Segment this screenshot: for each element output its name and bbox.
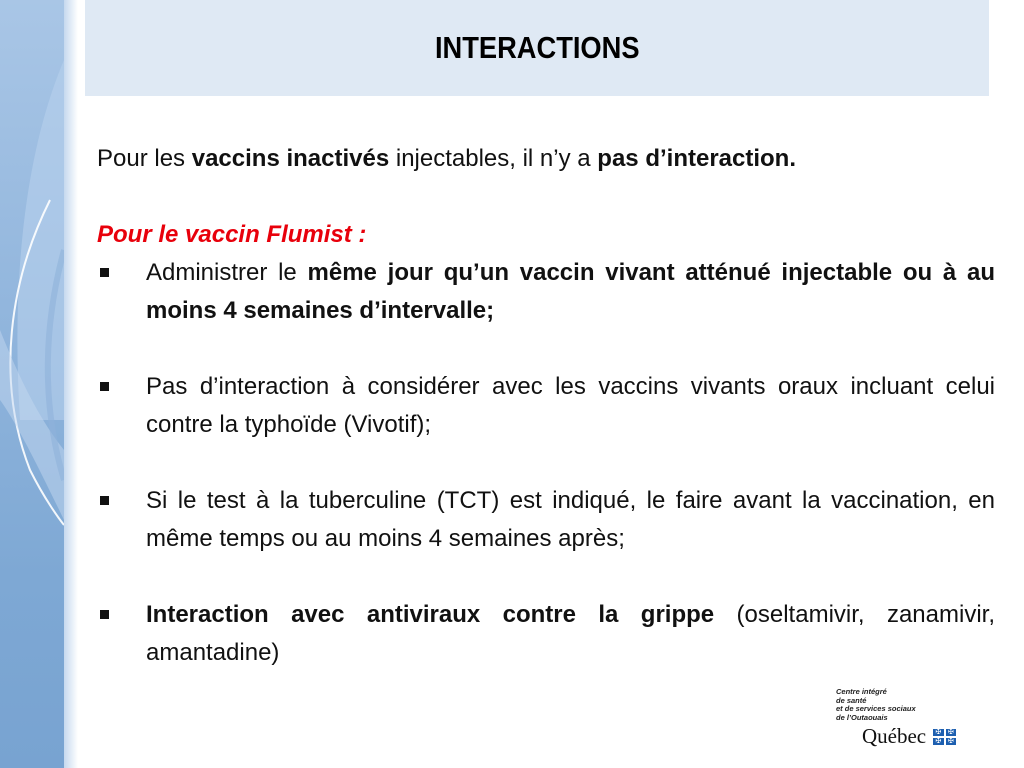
logo-line: Centre intégré xyxy=(836,687,887,696)
logo-line: de l’Outaouais xyxy=(836,712,888,722)
title-bar xyxy=(85,0,989,96)
bullet-text: Administrer le xyxy=(146,259,308,286)
list-item xyxy=(97,254,995,330)
bullet-bold-text: même jour qu’un vaccin vivant atténué injectable ou à au moins 4 semaines d’intervalle; xyxy=(146,259,996,324)
bullet-text: Si le test à la tuberculine (TCT) est indiqué, le faire avant la vaccination, en même temps ou au moins 4 semaines après; xyxy=(146,487,995,552)
fleur-de-lis-icon: ✠ xyxy=(946,729,957,736)
swoosh-decoration-icon xyxy=(0,0,64,768)
square-bullet-icon xyxy=(100,382,109,391)
decorative-side-band xyxy=(0,0,64,768)
square-bullet-icon xyxy=(100,268,109,277)
square-bullet-icon xyxy=(100,610,109,619)
list-item xyxy=(97,482,995,558)
fleur-de-lis-icon: ✠ xyxy=(933,738,944,745)
intro-text: injectables, il n’y a xyxy=(389,145,598,172)
bullet-text: Pas d’interaction à considérer avec les vaccins vivants oraux incluant celui contre la typhoïde (Vivotif); xyxy=(146,373,995,438)
fleur-de-lis-icon: ✠ xyxy=(933,729,944,736)
side-band-shadow xyxy=(64,0,78,768)
flumist-heading: Pour le vaccin Flumist : xyxy=(97,221,367,248)
fleur-de-lis-icon: ✠ xyxy=(946,738,957,745)
list-item xyxy=(97,596,995,672)
bullet-list xyxy=(97,254,995,672)
intro-bold-text: pas d’interaction. xyxy=(597,145,796,172)
slide-title: INTERACTIONS xyxy=(434,30,640,65)
logo-line: et de services sociaux xyxy=(836,704,916,713)
bullet-bold-text: Interaction avec antiviraux contre la grippe xyxy=(146,601,715,628)
logo-line: de santé xyxy=(836,695,867,705)
bullet-text: (oseltamivir, zanamivir, amantadine) xyxy=(146,601,995,666)
quebec-wordmark xyxy=(862,724,966,749)
logo-org-name xyxy=(836,688,966,722)
square-bullet-icon xyxy=(100,496,109,505)
intro-bold-text: vaccins inactivés xyxy=(191,145,390,172)
intro-text: Pour les xyxy=(97,145,192,172)
quebec-name: Québec xyxy=(862,724,927,748)
list-item xyxy=(97,368,995,444)
slide-content xyxy=(97,140,995,672)
quebec-flag-icon xyxy=(932,728,957,745)
intro-paragraph xyxy=(97,140,995,178)
cisss-outaouais-logo xyxy=(836,688,966,748)
